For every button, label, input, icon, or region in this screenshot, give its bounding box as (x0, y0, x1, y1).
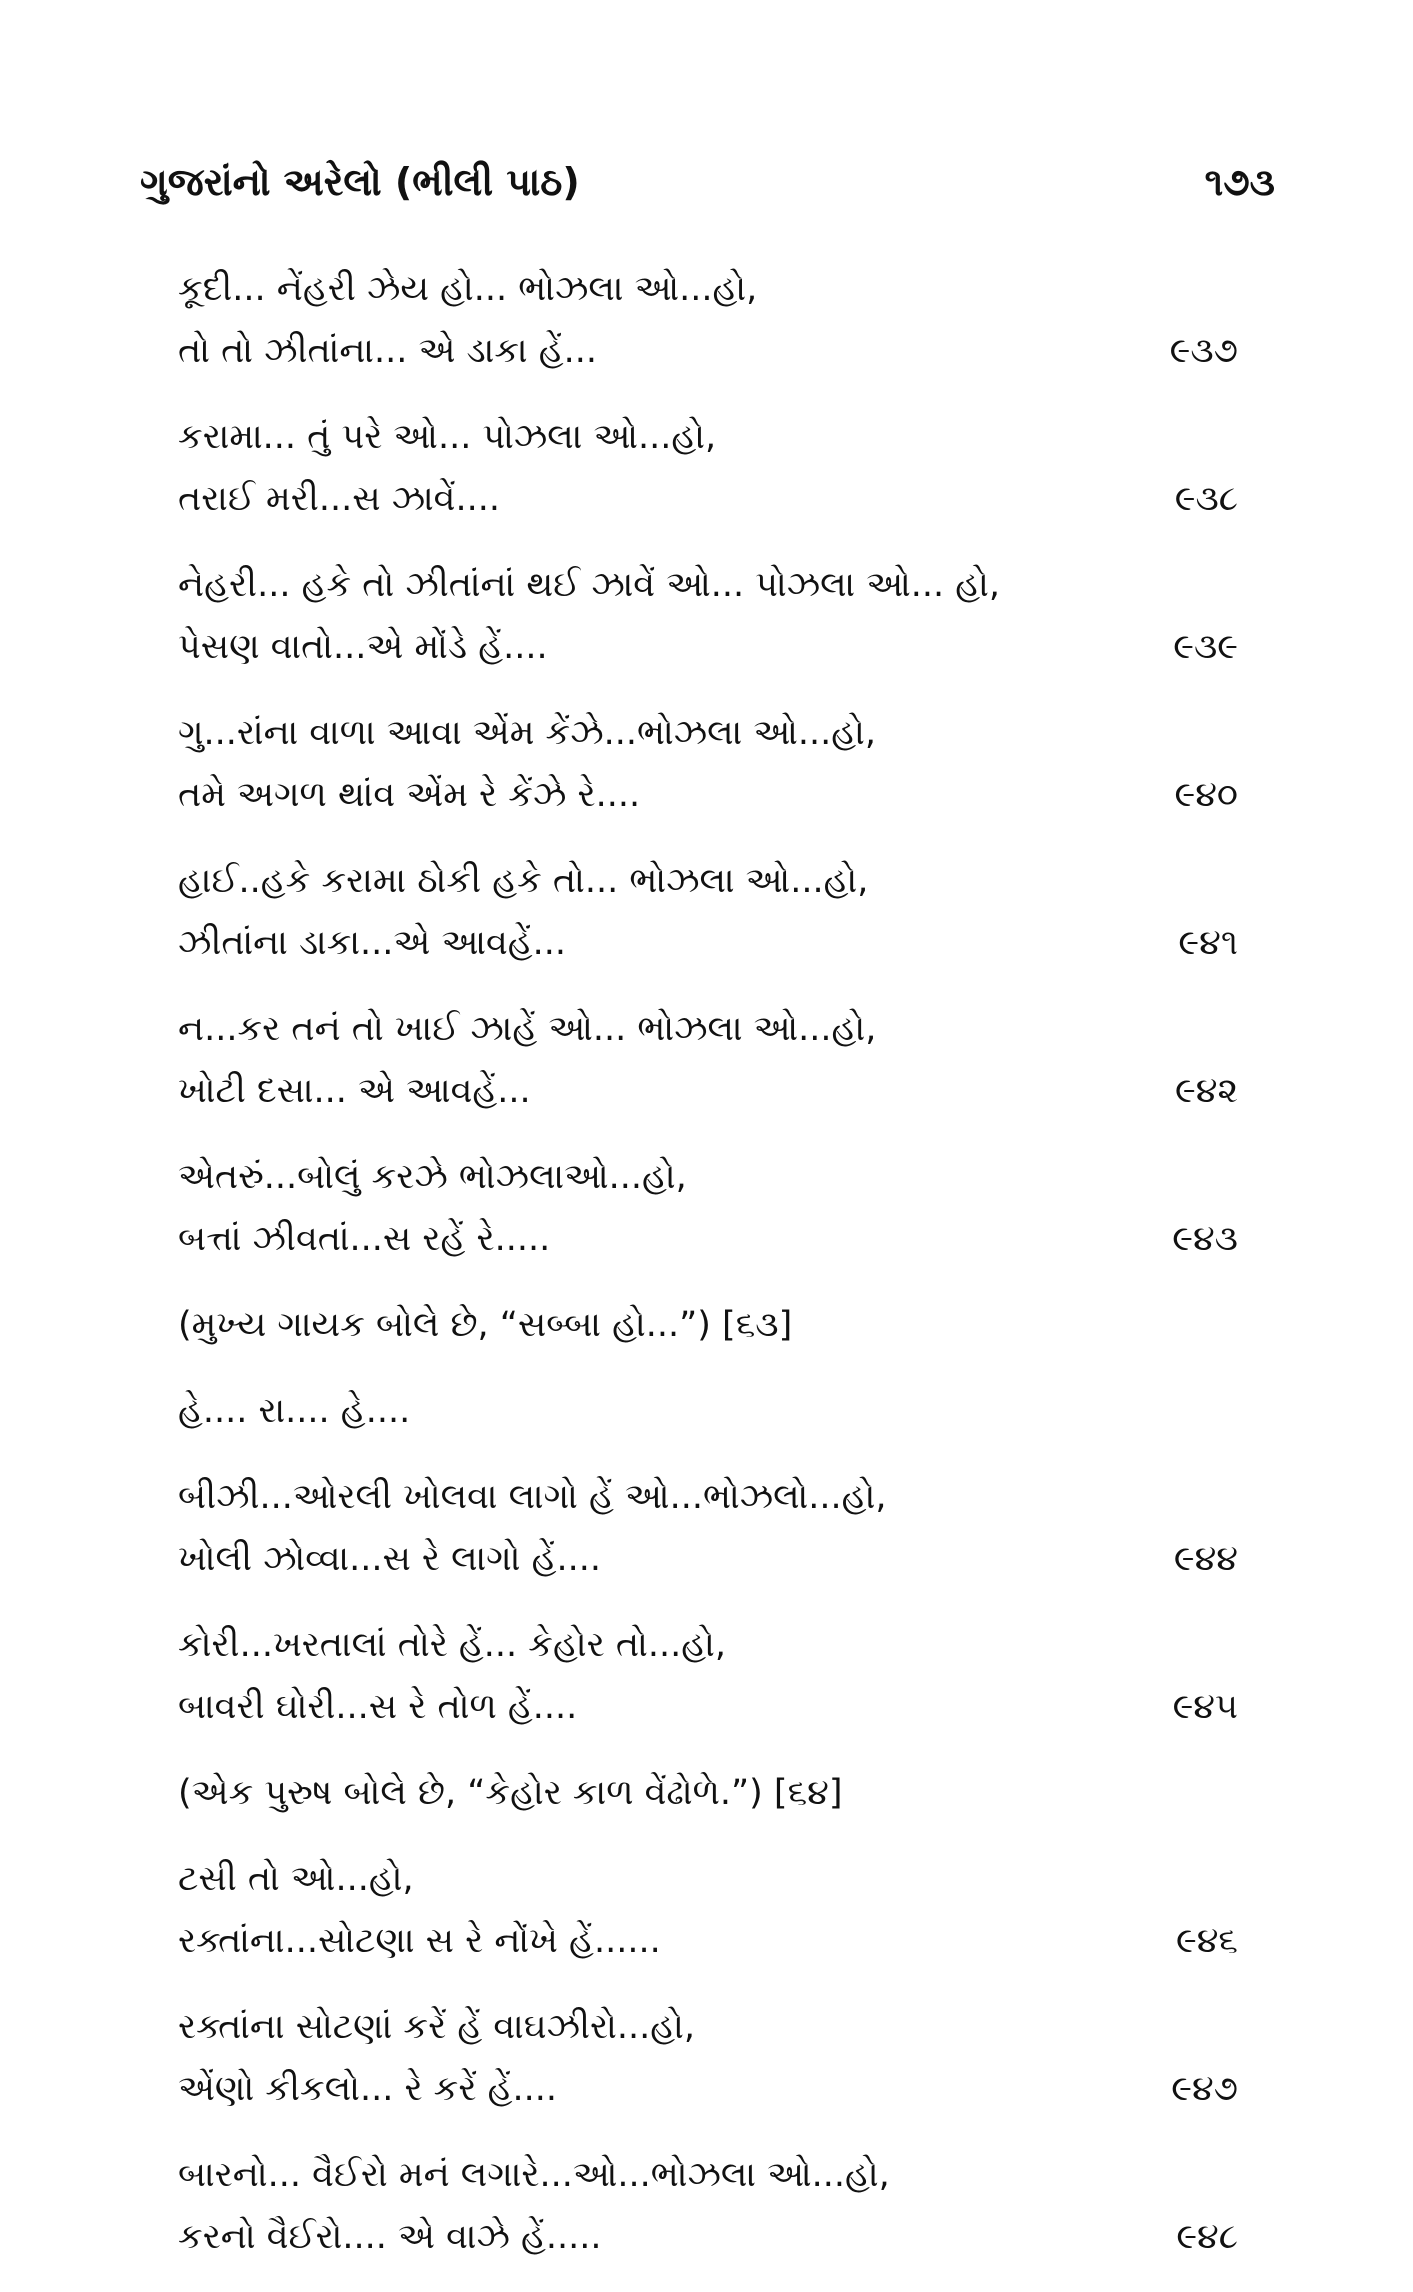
spoken-note: હે.... રા.... હે.... (178, 1391, 411, 1431)
spoken-note: (મુખ્ય ગાયક બોલે છે, “સબ્બા હો...”) [૬૩] (178, 1305, 793, 1345)
verse-number: ૯૪૪ (1173, 1539, 1238, 1579)
verse-number: ૯૪૬ (1175, 1921, 1238, 1961)
stanza (178, 702, 1238, 826)
verse-line: એતરું...બોલું કરઝે ભોઝલાઓ...હો, (178, 1157, 687, 1197)
verse-line: તમે અગળ થાંવ એંમ રે કેંઝે રે.... (178, 775, 641, 815)
stanza (178, 1848, 1238, 1972)
verse-line: કૂદી... નેંહરી ઝેય હો... ભોઝલા ઓ...હો, (178, 269, 758, 309)
verse-line: રક્તાંના...સોટણા સ રે નોંખે હેં...... (178, 1921, 661, 1961)
verse-number: ૯૪૮ (1176, 2217, 1238, 2257)
verse-number: ૯૪૧ (1178, 923, 1238, 963)
verse-line: કરામા... તું પરે ઓ... પોઝલા ઓ...હો, (178, 417, 717, 457)
verse-line: રક્તાંના સોટણાં કરેં હેં વાઘઝીરો...હો, (178, 2007, 695, 2047)
verse-line: બારનો... વૈઈરો મનં લગારે...ઓ...ભોઝલા ઓ...હો, (178, 2155, 890, 2195)
verse-line: બીઝી...ઓરલી ખોલવા લાગો હેં ઓ...ભોઝલો...હો, (178, 1477, 887, 1517)
stanza (178, 1466, 1238, 1590)
verse-line: ટસી તો ઓ...હો, (178, 1859, 414, 1899)
verse-line: બત્તાં ઝીવતાં...સ રહેં રે..... (178, 1219, 551, 1259)
verse-line: ઝીતાંના ડાકા...એ આવહેં... (178, 923, 567, 963)
verse-line: ગુ...રાંના વાળા આવા એંમ કેંઝે...ભોઝલા ઓ...હો, (178, 713, 876, 753)
stanza (178, 1996, 1238, 2120)
stanza (178, 406, 1238, 530)
verse-number: ૯૩૮ (1174, 479, 1238, 519)
verse-line: બાવરી ઘોરી...સ રે તોળ હેં.... (178, 1687, 578, 1727)
verse-number: ૯૪૭ (1171, 2069, 1238, 2109)
verse-line: તો તો ઝીતાંના... એ ડાકા હેં... (178, 331, 598, 371)
spoken-note: (એક પુરુષ બોલે છે, “કેહોર કાળ વેંઢોળે.”) [૬૪] (178, 1773, 843, 1813)
verse-number: ૯૩૭ (1169, 331, 1238, 371)
stanza (178, 554, 1238, 678)
verse-number: ૯૪૨ (1175, 1071, 1238, 1111)
stanza (178, 1614, 1238, 1738)
stanza (178, 258, 1238, 382)
stanza (178, 1146, 1238, 1270)
running-title: ગુજરાંનો અરેલો (ભીલી પાઠ) (140, 160, 580, 204)
stanza (178, 2144, 1238, 2268)
verse-line: હાઈ..હકે કરામા ઠોકી હકે તો... ભોઝલા ઓ...હો, (178, 861, 869, 901)
verse-body (178, 258, 1238, 2292)
verse-line: નેહરી... હકે તો ઝીતાંનાં થઈ ઝાવેં ઓ... પોઝલા ઓ... હો, (178, 565, 1001, 605)
running-header (140, 160, 1275, 220)
page-number: ૧૭૩ (1204, 160, 1275, 204)
verse-line: કરનો વૈઈરો.... એ વાઝે હેં..... (178, 2217, 602, 2257)
verse-number: ૯૪૦ (1174, 775, 1238, 815)
verse-line: કોરી...ખરતાલાં તોરે હેં... કેહોર તો...હો, (178, 1625, 726, 1665)
verse-line: એંણો કીકલો... રે કરેં હેં.... (178, 2069, 558, 2109)
verse-number: ૯૪૫ (1172, 1687, 1238, 1727)
verse-line: ખોલી ઝોવ્વા...સ રે લાગો હેં.... (178, 1539, 601, 1579)
stanza (178, 850, 1238, 974)
verse-number: ૯૪૩ (1172, 1219, 1238, 1259)
verse-line: તરાઈ મરી...સ ઝાવેં.... (178, 479, 500, 519)
verse-line: પેસણ વાતો...એ મોંડે હેં.... (178, 627, 548, 667)
stanza (178, 998, 1238, 1122)
verse-line: ન...કર તનં તો ખાઈ ઝાહેં ઓ... ભોઝલા ઓ...હો, (178, 1009, 877, 1049)
verse-number: ૯૩૯ (1173, 627, 1238, 667)
verse-line: ખોટી દસા... એ આવહેં... (178, 1071, 531, 1111)
